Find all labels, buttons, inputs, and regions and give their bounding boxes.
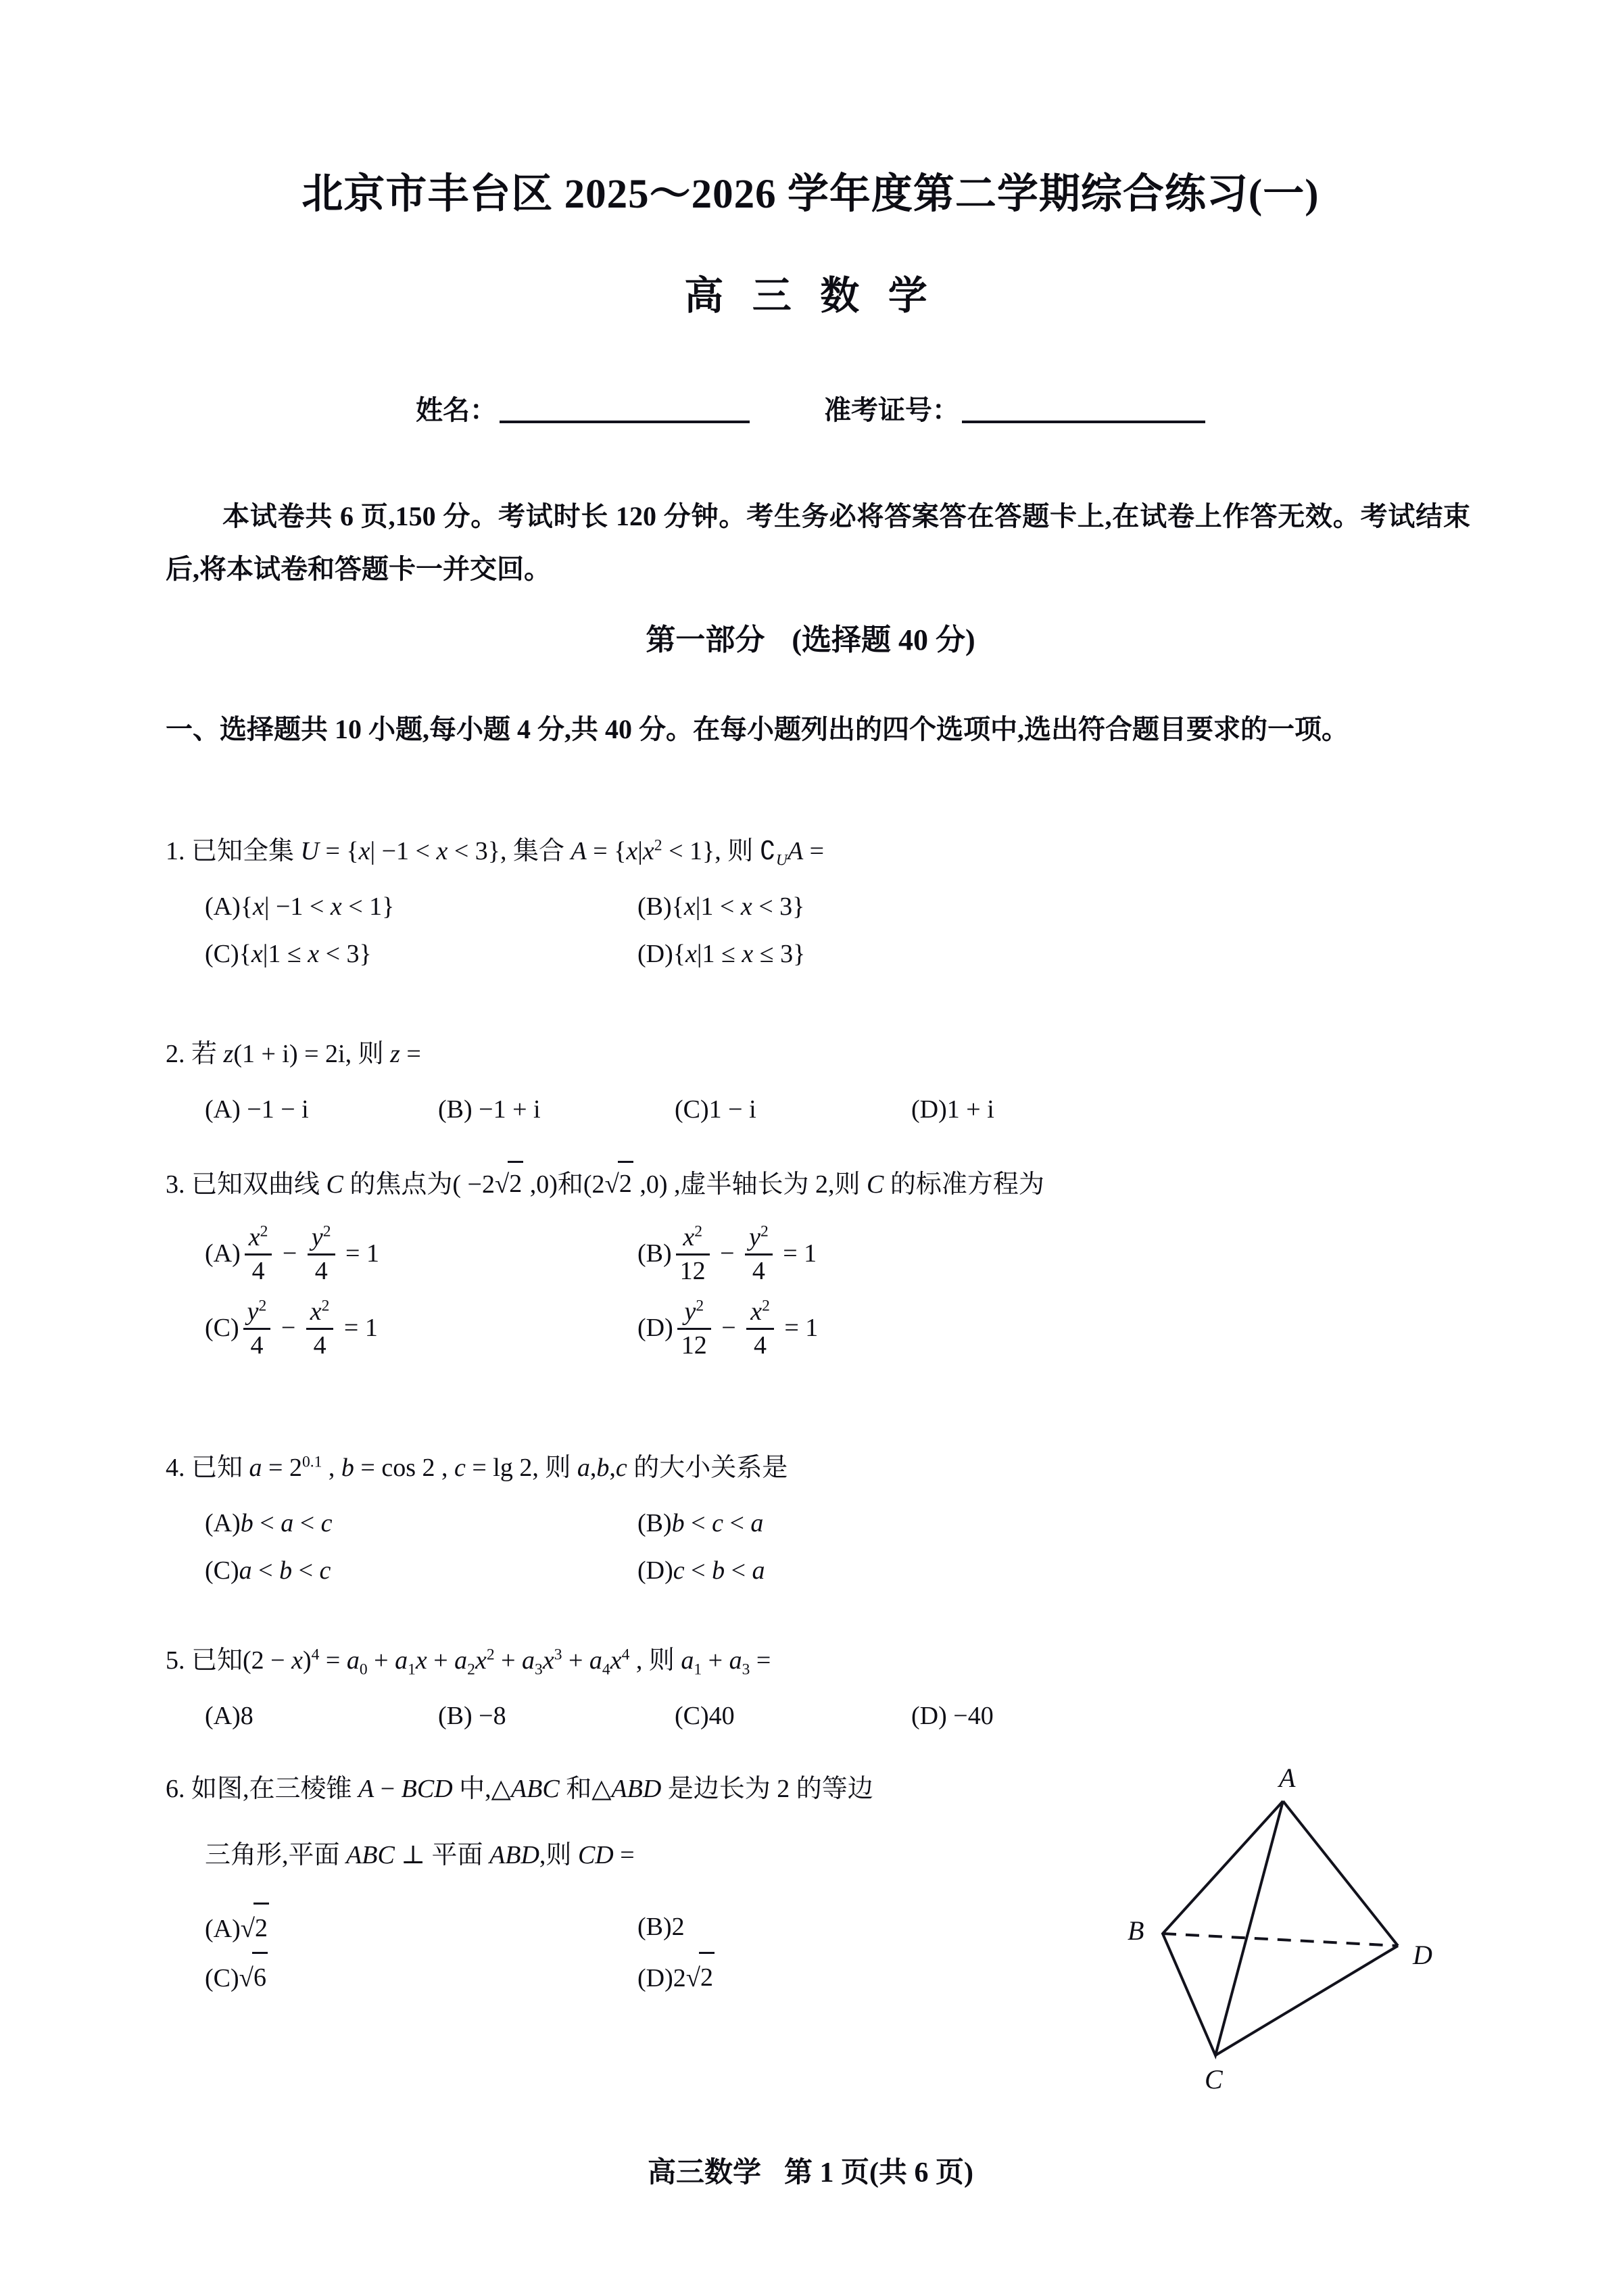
footer-subject: 高三数学 xyxy=(648,2157,762,2189)
question-4-stem: 4. 已知 $a = 2^{0.1}$ , b = cos 2 , c = lg 2, 则 a,b,c 的大小关系是 xyxy=(166,1453,788,1482)
part-one-title: 第一部分 xyxy=(646,623,765,656)
footer-page-number: 第 1 页(共 6 页) xyxy=(784,2157,973,2189)
question-6 xyxy=(166,1768,1112,2002)
question-4-options xyxy=(166,1500,1474,1594)
question-3-option-a[interactable]: (A) $\frac{x^2}{4}$ − $\frac{y^2}{4}$ = 1 xyxy=(205,1222,379,1285)
question-1 xyxy=(166,830,1474,978)
question-4-option-b[interactable]: (B)b < c < a xyxy=(637,1509,764,1537)
question-5-stem: 5. 已知$(2 - x)^4 = a_0 + a_1x + a_2x^2 + a_3x^3 + a_4x^4$ , 则 $a_1 + a_3$ = xyxy=(166,1646,771,1679)
question-3 xyxy=(166,1162,1474,1365)
question-6-stem-line2: 三角形,平面 ABC ⊥ 平面 ABD,则 CD = xyxy=(205,1841,635,1869)
exam-instructions: 本试卷共 6 页,150 分。考试时长 120 分钟。考生务必将答案答在答题卡上,在试卷上作答无效。考试结束后,将本试卷和答题卡一并交回。 xyxy=(166,501,1470,584)
question-6-option-d[interactable]: (D)2√2 xyxy=(637,1953,715,2002)
question-5-option-d[interactable]: (D) −40 xyxy=(911,1702,994,1730)
question-3-option-d[interactable]: (D) $\frac{y^2}{12}$ − $\frac{x^2}{4}$ = 1 xyxy=(637,1297,819,1360)
question-2-number: 2. xyxy=(166,1040,185,1068)
question-5-option-a[interactable]: (A)8 xyxy=(205,1702,253,1730)
question-2-stem: 2. 若 z(1 + i) = 2i, 则 z = xyxy=(166,1040,421,1068)
identity-fields xyxy=(0,389,1621,427)
question-1-number: 1. xyxy=(166,837,185,865)
question-2-option-b[interactable]: (B) −1 + i xyxy=(438,1095,541,1124)
part-one-header xyxy=(0,615,1621,659)
admission-number-field[interactable] xyxy=(824,389,1205,427)
name-label: 姓名： xyxy=(416,395,497,425)
name-input-rule[interactable] xyxy=(500,421,750,423)
question-2 xyxy=(166,1033,1474,1133)
question-4-option-a[interactable]: (A)b < a < c xyxy=(205,1509,333,1537)
vertex-label-d: D xyxy=(1413,1940,1432,1970)
vertex-label-b: B xyxy=(1128,1915,1144,1946)
edge-ad xyxy=(1283,1801,1398,1946)
question-1-option-b[interactable]: (B){x|1 < x < 3} xyxy=(637,892,805,921)
question-6-options xyxy=(166,1903,1112,2002)
question-5-option-b[interactable]: (B) −8 xyxy=(438,1702,506,1730)
question-3-number: 3. xyxy=(166,1170,185,1199)
multiple-choice-note: 一、选择题共 10 小题,每小题 4 分,共 40 分。在每小题列出的四个选项中,选出符合题目要求的一项。 xyxy=(166,714,1349,744)
question-2-option-d[interactable]: (D)1 + i xyxy=(911,1095,994,1124)
edge-bd-dashed xyxy=(1163,1934,1398,1946)
question-3-options xyxy=(166,1216,1474,1365)
question-2-option-a[interactable]: (A) −1 − i xyxy=(205,1095,309,1124)
question-4-option-d[interactable]: (D)c < b < a xyxy=(637,1556,765,1585)
question-5-number: 5. xyxy=(166,1646,185,1675)
vertex-label-a: A xyxy=(1279,1763,1296,1793)
complement-symbol: $∁_U$ xyxy=(759,837,788,869)
question-6-figure xyxy=(1122,1763,1474,2123)
question-5 xyxy=(166,1640,1474,1740)
question-1-stem: 1. 已知全集 U = {x| −1 < x < 3}, 集合 $A = \{x|x^2 < 1\}$, 则 $∁_UA$ = xyxy=(166,830,1474,872)
admission-number-label: 准考证号： xyxy=(824,395,959,425)
question-6-stem: 6. 如图,在三棱锥 A − BCD 中,△ABC 和△ABD 是边长为 2 的等边 xyxy=(166,1775,873,1803)
question-2-option-c[interactable]: (C)1 − i xyxy=(675,1095,756,1124)
question-6-option-b[interactable]: (B)2 xyxy=(637,1913,685,1941)
question-4-number: 4. xyxy=(166,1454,185,1482)
question-6-number: 6. xyxy=(166,1775,185,1803)
part-one-subtitle: (选择题 40 分) xyxy=(792,623,975,656)
question-3-option-b[interactable]: (B) $\frac{x^2}{12}$ − $\frac{y^2}{4}$ = 1 xyxy=(637,1222,817,1285)
question-3-option-c[interactable]: (C) $\frac{y^2}{4}$ − $\frac{x^2}{4}$ = 1 xyxy=(205,1297,378,1360)
subject-title: 高 三 数 学 xyxy=(684,274,937,318)
question-2-options xyxy=(166,1086,1474,1133)
edge-cd xyxy=(1215,1946,1398,2055)
name-field[interactable] xyxy=(416,389,750,427)
question-1-options xyxy=(166,883,1474,978)
question-1-option-a[interactable]: (A){x| −1 < x < 1} xyxy=(205,892,395,921)
question-6-option-c[interactable]: (C)√6 xyxy=(205,1953,637,2002)
question-1-option-c[interactable]: (C){x|1 ≤ x < 3} xyxy=(205,940,372,968)
vertex-label-c: C xyxy=(1205,2064,1223,2095)
page-title: 北京市丰台区 2025～2026 学年度第二学期综合练习(一) xyxy=(301,172,1320,217)
question-5-options xyxy=(166,1692,1474,1740)
question-4 xyxy=(166,1447,1474,1594)
page-footer xyxy=(0,2150,1621,2191)
question-3-stem: 3. 已知双曲线 C 的焦点为( −2√2 ,0)和(2√2 ,0) ,虚半轴长为 2,则 C 的标准方程为 xyxy=(166,1162,1474,1205)
question-1-option-d[interactable]: (D){x|1 ≤ x ≤ 3} xyxy=(637,940,806,968)
admission-input-rule[interactable] xyxy=(962,421,1205,423)
question-6-option-a[interactable]: (A)√2 xyxy=(205,1903,637,1953)
question-5-option-c[interactable]: (C)40 xyxy=(675,1702,735,1730)
question-4-option-c[interactable]: (C)a < b < c xyxy=(205,1556,331,1585)
edge-group-abc xyxy=(1163,1801,1283,2055)
tetrahedron-diagram xyxy=(1122,1771,1460,2109)
